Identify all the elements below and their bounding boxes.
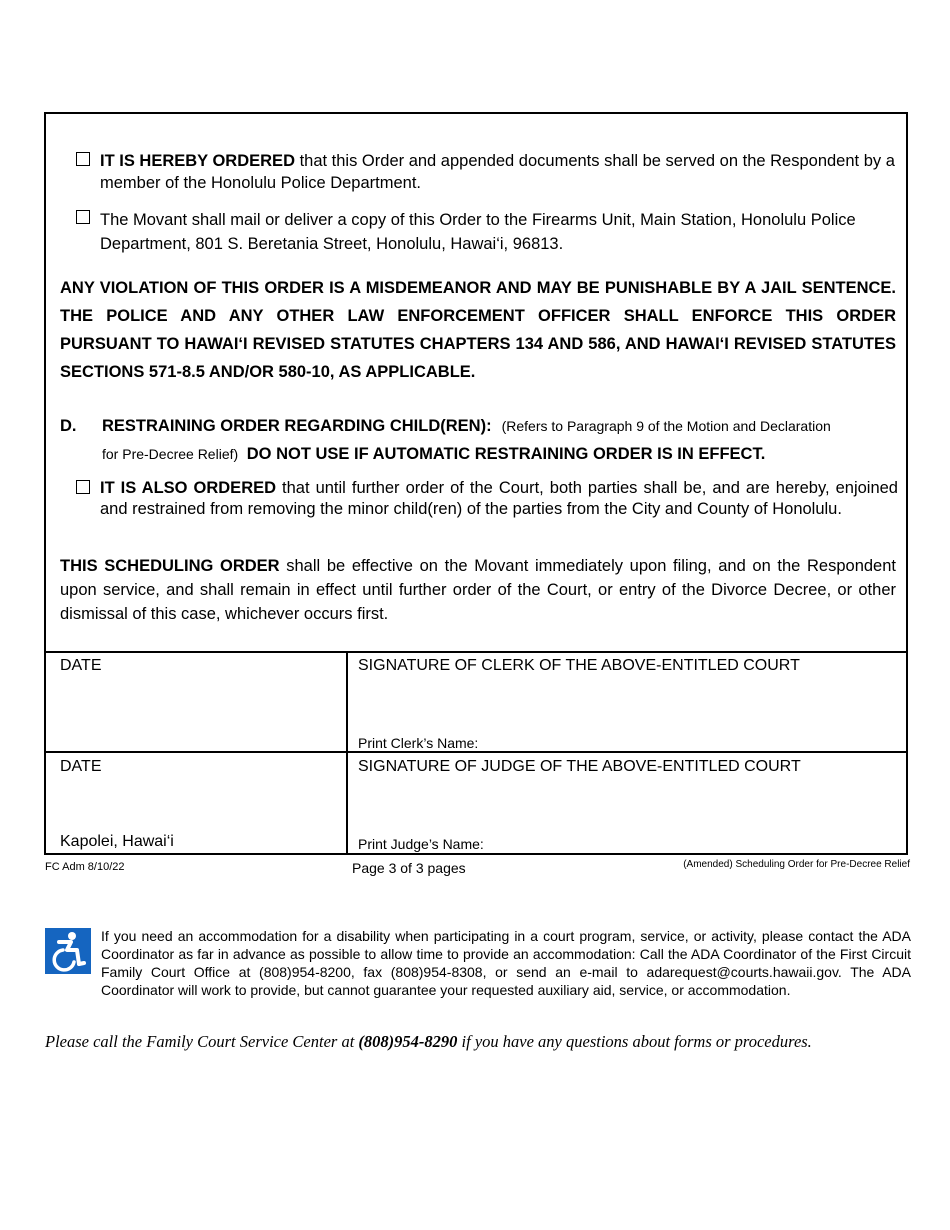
section-d-note-2: for Pre-Decree Relief) — [102, 446, 239, 462]
signature-divider-mid — [46, 751, 906, 753]
service-center-phone: (808)954-8290 — [358, 1032, 458, 1051]
form-id: FC Adm 8/10/22 — [45, 861, 125, 873]
date-label-clerk: DATE — [60, 657, 102, 674]
signature-divider-top — [46, 651, 906, 653]
served-by-police-item — [76, 150, 896, 194]
child-restraint-item — [76, 478, 898, 520]
served-by-police-checkbox[interactable] — [76, 152, 90, 166]
firearms-unit-item — [76, 208, 866, 256]
page-number: Page 3 of 3 pages — [352, 860, 466, 876]
ada-accommodation-notice: If you need an accommodation for a disability when participating in a court program, service, or activity, please contact the ADA Coordinator as far in advance as possible to allow time to provide an accommodation: Call the ADA Coordinator of the First Circuit Family Court Office at (808)954-8200, fax (808)954-8308, or send an e-mail to adarequest@courts.hawaii.gov. The ADA Coordinator will work to provide, but cannot guarantee your requested auxiliary aid, service, or accommodation. — [101, 928, 911, 998]
wheelchair-accessibility-icon — [45, 928, 91, 974]
clerk-signature-label[interactable]: SIGNATURE OF CLERK OF THE ABOVE-ENTITLED COURT — [358, 657, 800, 674]
child-restraint-checkbox[interactable] — [76, 480, 90, 494]
firearms-unit-checkbox[interactable] — [76, 210, 90, 224]
date-label-judge: DATE — [60, 758, 102, 775]
section-d-heading: RESTRAINING ORDER REGARDING CHILD(REN): — [102, 417, 492, 435]
judge-signature-label[interactable]: SIGNATURE OF JUDGE OF THE ABOVE-ENTITLED COURT — [358, 758, 801, 775]
judge-print-name-label[interactable]: Print Judge’s Name: — [358, 836, 484, 852]
violation-warning: ANY VIOLATION OF THIS ORDER IS A MISDEMEANOR AND MAY BE PUNISHABLE BY A JAIL SENTENCE. THE POLICE AND ANY OTHER LAW ENFORCEMENT OFFICER SHALL ENFORCE THIS ORDER PURSUANT TO HAWAI‘I REVISED STATUTES CHAPTERS 134 AND 586, AND HAWAI‘I REVISED STATUTES SECTIONS 571-8.5 AND/OR 580-10, AS APPLICABLE. — [60, 279, 896, 381]
service-center-note: Please call the Family Court Service Center at (808)954-8290 if you have any questions about forms or procedures. — [45, 1032, 812, 1051]
section-d-letter: D. — [60, 417, 77, 435]
section-d-note-1: (Refers to Paragraph 9 of the Motion and Declaration — [501, 418, 831, 434]
firearms-unit-text: The Movant shall mail or deliver a copy of this Order to the Firearms Unit, Main Station, Honolulu Police Department, 801 S. Beretania Street, Honolulu, Hawai‘i, 96813. — [100, 211, 856, 253]
section-d-warning: DO NOT USE IF AUTOMATIC RESTRAINING ORDER IS IN EFFECT. — [246, 445, 766, 463]
form-title: (Amended) Scheduling Order for Pre-Decree Relief — [683, 859, 910, 870]
court-location: Kapolei, Hawai‘i — [60, 833, 174, 850]
clerk-print-name-label[interactable]: Print Clerk’s Name: — [358, 735, 479, 751]
served-by-police-text: IT IS HEREBY ORDERED that this Order and appended documents shall be served on the Respondent by a member of the Honolulu Police Department. — [100, 152, 895, 192]
child-restraint-text: IT IS ALSO ORDERED that until further order of the Court, both parties shall be, and are hereby, enjoined and restrained from removing the minor child(ren) of the parties from the City and County of Honolulu. — [100, 479, 898, 518]
signature-divider-vertical — [346, 651, 348, 855]
section-d — [60, 412, 831, 468]
scheduling-order-paragraph: THIS SCHEDULING ORDER shall be effective on the Movant immediately upon filing, and on the Respondent upon service, and shall remain in effect until further order of the Court, or entry of the Divorce Decree, or other dismissal of this case, whichever occurs first. — [60, 557, 896, 623]
order-form-frame — [44, 112, 908, 855]
